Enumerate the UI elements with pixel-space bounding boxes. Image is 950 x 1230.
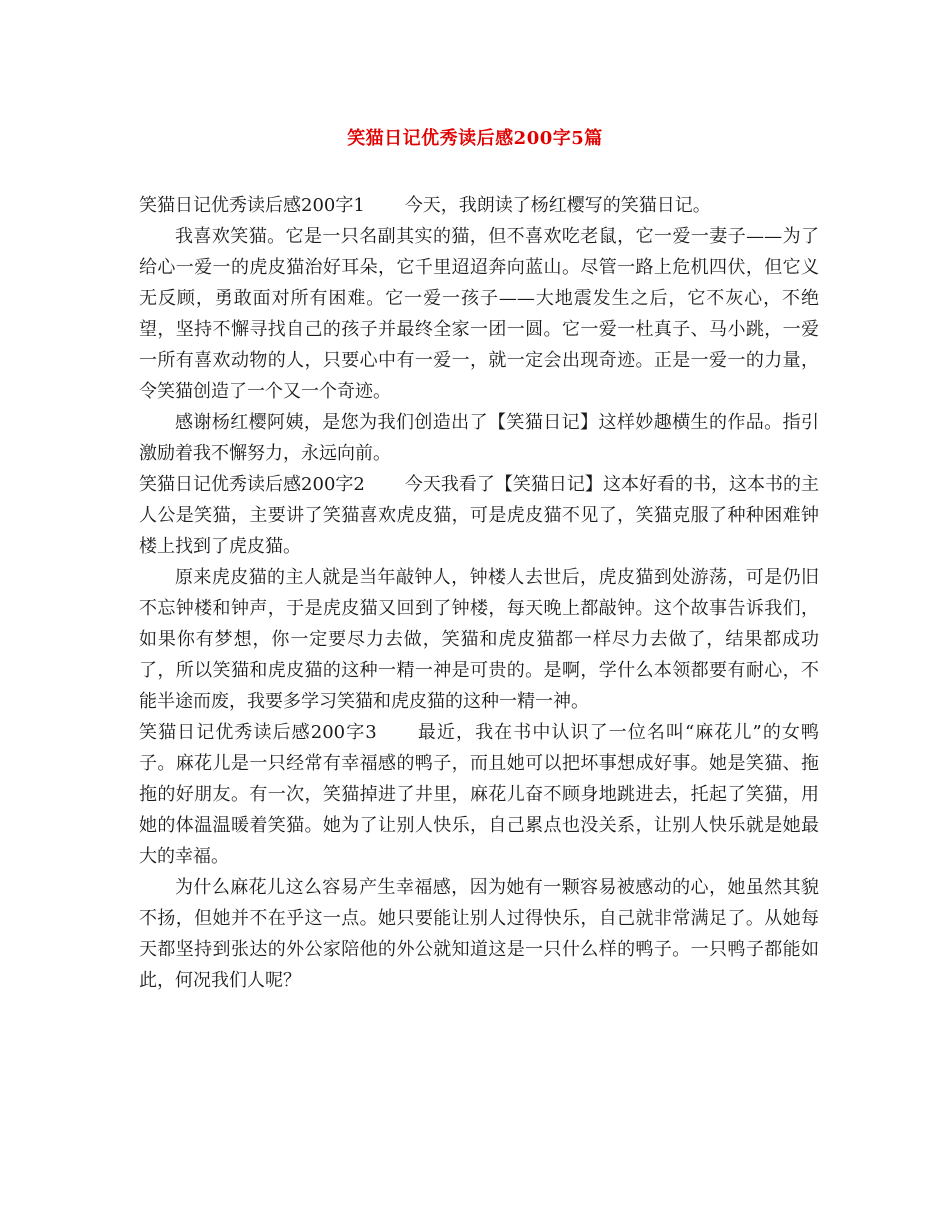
section-3-heading: 笑猫日记优秀读后感200字3: [139, 722, 377, 743]
section-1-lead-paragraph: [139, 190, 819, 221]
section-2-lead-paragraph: [139, 469, 819, 562]
section-2-paragraph-1: 原来虎皮猫的主人就是当年敲钟人，钟楼人去世后，虎皮猫到处游荡，可是仍旧不忘钟楼和钟声，于是虎皮猫又回到了钟楼，每天晚上都敲钟。这个故事告诉我们，如果你有梦想，你一定要尽力去做，笑猫和虎皮猫都一样尽力去做了，结果都成功了，所以笑猫和虎皮猫的这种一精一神是可贵的。是啊，学什么本领都要有耐心，不能半途而废，我要多学习笑猫和虎皮猫的这种一精一神。: [139, 567, 819, 712]
section-1-heading: 笑猫日记优秀读后感200字1: [139, 195, 365, 216]
document-title: 笑猫日记优秀读后感200字5篇: [347, 128, 603, 149]
section-3-paragraph-1: 为什么麻花儿这么容易产生幸福感，因为她有一颗容易被感动的心，她虽然其貌不扬，但她并不在乎这一点。她只要能让别人过得快乐，自己就非常满足了。从她每天都坚持到张达的外公家陪他的外公就知道这是一只什么样的鸭子。一只鸭子都能如此，何况我们人呢？: [139, 877, 819, 991]
section-2-heading: 笑猫日记优秀读后感200字2: [139, 474, 365, 495]
section-1-lead: 今天，我朗读了杨红樱写的笑猫日记。: [404, 195, 711, 216]
section-3-lead: 最近，我在书中认识了一位名叫“麻花儿”的女鸭子。麻花儿是一只经常有幸福感的鸭子，而且她可以把坏事想成好事。她是笑猫、拖拖的好朋友。有一次，笑猫掉进了井里，麻花儿奋不顾身地跳进去，托起了笑猫，用她的体温温暖着笑猫。她为了让别人快乐，自己累点也没关系，让别人快乐就是她最大的幸福。: [139, 722, 820, 867]
section-2-lead: 今天我看了【笑猫日记】这本好看的书，这本书的主人公是笑猫，主要讲了笑猫喜欢虎皮猫，可是虎皮猫不见了，笑猫克服了种种困难钟楼上找到了虎皮猫。: [139, 474, 819, 557]
section-3-lead-paragraph: [139, 717, 819, 872]
section-1-paragraph-1: 我喜欢笑猫。它是一只名副其实的猫，但不喜欢吃老鼠，它一爱一妻子——为了给心一爱一的虎皮猫治好耳朵，它千里迢迢奔向蓝山。尽管一路上危机四伏，但它义无反顾，勇敢面对所有困难。它一爱一孩子——大地震发生之后，它不灰心，不绝望，坚持不懈寻找自己的孩子并最终全家一团一圆。它一爱一杜真子、马小跳，一爱一所有喜欢动物的人，只要心中有一爱一，就一定会出现奇迹。正是一爱一的力量，令笑猫创造了一个又一个奇迹。: [139, 226, 819, 402]
document-body: [139, 190, 819, 996]
section-1-paragraph-2: 感谢杨红樱阿姨，是您为我们创造出了【笑猫日记】这样妙趣横生的作品。指引激励着我不懈努力，永远向前。: [139, 412, 819, 464]
